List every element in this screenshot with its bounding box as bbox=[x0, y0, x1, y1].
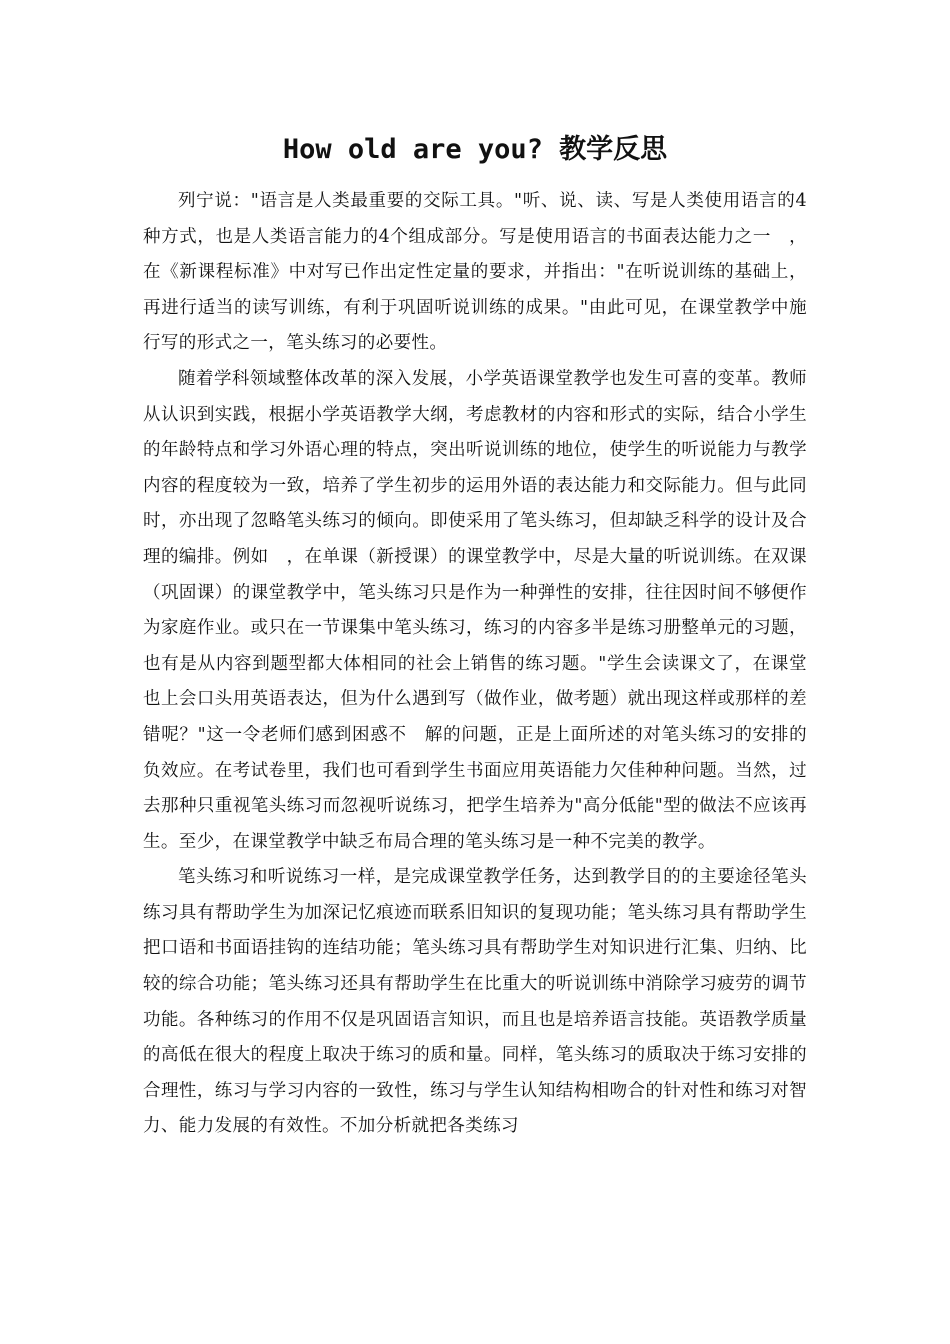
document-title: How old are you? 教学反思 bbox=[282, 134, 668, 165]
paragraph-3: 笔头练习和听说练习一样，是完成课堂教学任务，达到教学目的的主要途径笔头练习具有帮助学生为加深记忆痕迹而联系旧知识的复现功能；笔头练习具有帮助学生把口语和书面语挂钩的连结功能；笔头练习具有帮助学生对知识进行汇集、归纳、比较的综合功能；笔头练习还具有帮助学生在比重大的听说训练中消除学习疲劳的调节功能。各种练习的作用不仅是巩固语言知识，而且也是培养语言技能。英语教学质量的高低在很大的程度上取决于练习的质和量。同样，笔头练习的质取决于练习安排的合理性，练习与学习内容的一致性，练习与学生认知结构相吻合的针对性和练习对智力、能力发展的有效性。不加分析就把各类练习 bbox=[143, 867, 807, 1137]
paragraph-1: 列宁说："语言是人类最重要的交际工具。"听、说、读、写是人类使用语言的4种方式，也是人类语言能力的4个组成部分。写是使用语言的书面表达能力之一 ，在《新课程标准》中对写已作出定性定量的要求，并指出："在听说训练的基础上，再进行适当的读写训练，有利于巩固听说训练的成果。"由此可见，在课堂教学中施行写的形式之一，笔头练习的必要性。 bbox=[143, 191, 807, 354]
paragraph-2: 随着学科领域整体改革的深入发展，小学英语课堂教学也发生可喜的变革。教师从认识到实践，根据小学英语教学大纲，考虑教材的内容和形式的实际，结合小学生的年龄特点和学习外语心理的特点，突出听说训练的地位，使学生的听说能力与教学内容的程度较为一致，培养了学生初步的运用外语的表达能力和交际能力。但与此同时，亦出现了忽略笔头练习的倾向。即使采用了笔头练习，但却缺乏科学的设计及合理的编排。例如 ，在单课（新授课）的课堂教学中，尽是大量的听说训练。在双课（巩固课）的课堂教学中，笔头练习只是作为一种弹性的安排，往往因时间不够便作为家庭作业。或只在一节课集中笔头练习，练习的内容多半是练习册整单元的习题，也有是从内容到题型都大体相同的社会上销售的练习题。"学生会读课文了，在课堂也上会口头用英语表达，但为什么遇到写（做作业，做考题）就出现这样或那样的差错呢？"这一令老师们感到困惑不 解的问题，正是上面所述的对笔头练习的安排的负效应。在考试卷里，我们也可看到学生书面应用英语能力欠佳种种问题。当然，过去那种只重视笔头练习而忽视听说练习，把学生培养为"高分低能"型的做法不应该再生。至少，在课堂教学中缺乏布局合理的笔头练习是一种不完美的教学。 bbox=[143, 368, 807, 852]
document-body bbox=[143, 184, 807, 1145]
